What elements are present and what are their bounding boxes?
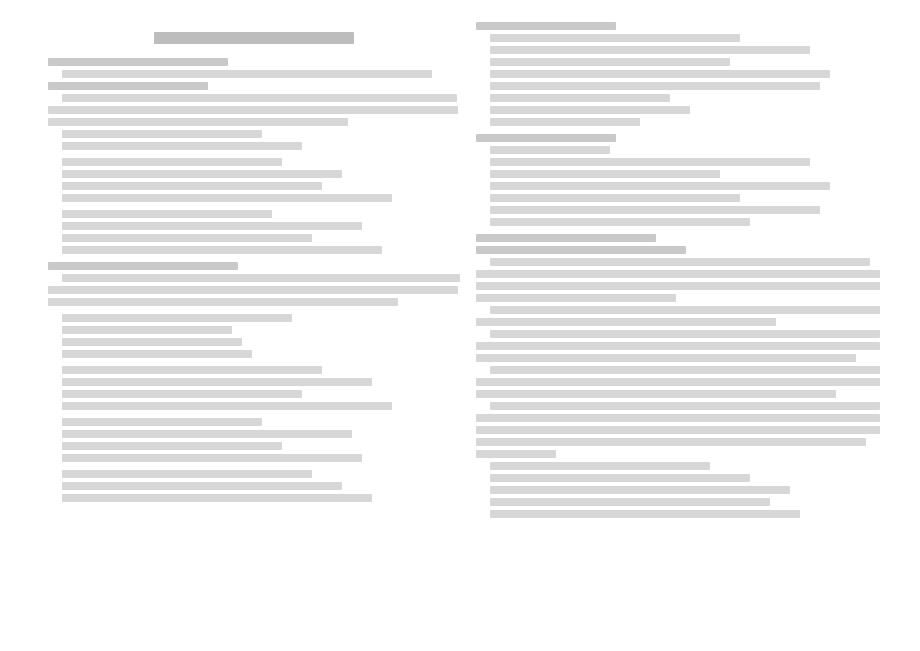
text-line-placeholder xyxy=(62,338,242,346)
text-line-placeholder xyxy=(62,482,342,490)
text-line-placeholder xyxy=(62,274,460,282)
text-line-placeholder xyxy=(476,390,836,398)
text-line-placeholder xyxy=(476,438,866,446)
text-line-placeholder xyxy=(490,206,820,214)
text-line-placeholder xyxy=(48,262,238,270)
text-line-placeholder xyxy=(490,182,830,190)
text-line-placeholder xyxy=(62,494,372,502)
text-line-placeholder xyxy=(490,510,800,518)
text-line-placeholder xyxy=(476,234,656,242)
text-line-placeholder xyxy=(476,342,880,350)
text-line-placeholder xyxy=(476,318,776,326)
text-line-placeholder xyxy=(62,418,262,426)
text-line-placeholder xyxy=(48,118,348,126)
text-line-placeholder xyxy=(490,70,830,78)
text-line-placeholder xyxy=(490,306,880,314)
text-line-placeholder xyxy=(62,182,322,190)
text-line-placeholder xyxy=(490,258,870,266)
text-line-placeholder xyxy=(62,390,302,398)
text-line-placeholder xyxy=(62,314,292,322)
left-column xyxy=(48,22,460,632)
text-line-placeholder xyxy=(476,414,880,422)
text-line-placeholder xyxy=(62,70,432,78)
text-line-placeholder xyxy=(490,330,880,338)
text-line-placeholder xyxy=(62,222,362,230)
text-line-placeholder xyxy=(490,58,730,66)
text-line-placeholder xyxy=(490,82,820,90)
text-line-placeholder xyxy=(476,246,686,254)
text-line-placeholder xyxy=(490,462,710,470)
text-line-placeholder xyxy=(490,118,640,126)
text-line-placeholder xyxy=(490,486,790,494)
text-line-placeholder xyxy=(62,326,232,334)
text-line-placeholder xyxy=(476,134,616,142)
text-line-placeholder xyxy=(48,106,458,114)
text-line-placeholder xyxy=(62,454,362,462)
text-line-placeholder xyxy=(62,350,252,358)
text-line-placeholder xyxy=(62,170,342,178)
text-line-placeholder xyxy=(62,366,322,374)
text-line-placeholder xyxy=(62,94,457,102)
text-line-placeholder xyxy=(62,194,392,202)
text-line-placeholder xyxy=(62,158,282,166)
text-line-placeholder xyxy=(476,282,880,290)
text-line-placeholder xyxy=(62,142,302,150)
text-line-placeholder xyxy=(62,378,372,386)
text-line-placeholder xyxy=(490,170,720,178)
text-line-placeholder xyxy=(476,426,880,434)
text-line-placeholder xyxy=(490,46,810,54)
text-line-placeholder xyxy=(62,130,262,138)
text-line-placeholder xyxy=(62,442,282,450)
text-line-placeholder xyxy=(48,58,228,66)
text-line-placeholder xyxy=(62,470,312,478)
text-line-placeholder xyxy=(490,366,880,374)
text-line-placeholder xyxy=(476,378,880,386)
text-line-placeholder xyxy=(490,474,750,482)
text-line-placeholder xyxy=(490,194,740,202)
text-line-placeholder xyxy=(62,430,352,438)
text-line-placeholder xyxy=(476,450,556,458)
text-line-placeholder xyxy=(62,210,272,218)
text-line-placeholder xyxy=(48,286,458,294)
text-line-placeholder xyxy=(490,106,690,114)
text-line-placeholder xyxy=(490,498,770,506)
text-line-placeholder xyxy=(490,94,670,102)
text-line-placeholder xyxy=(48,298,398,306)
text-line-placeholder xyxy=(48,82,208,90)
text-line-placeholder xyxy=(62,402,392,410)
title-placeholder xyxy=(154,32,354,44)
text-line-placeholder xyxy=(62,246,382,254)
text-line-placeholder xyxy=(490,158,810,166)
text-line-placeholder xyxy=(490,402,880,410)
text-line-placeholder xyxy=(490,146,610,154)
text-line-placeholder xyxy=(476,22,616,30)
text-line-placeholder xyxy=(62,234,312,242)
text-line-placeholder xyxy=(476,270,880,278)
right-column xyxy=(476,22,884,632)
text-line-placeholder xyxy=(490,34,740,42)
text-line-placeholder xyxy=(476,354,856,362)
text-line-placeholder xyxy=(490,218,750,226)
text-line-placeholder xyxy=(476,294,676,302)
